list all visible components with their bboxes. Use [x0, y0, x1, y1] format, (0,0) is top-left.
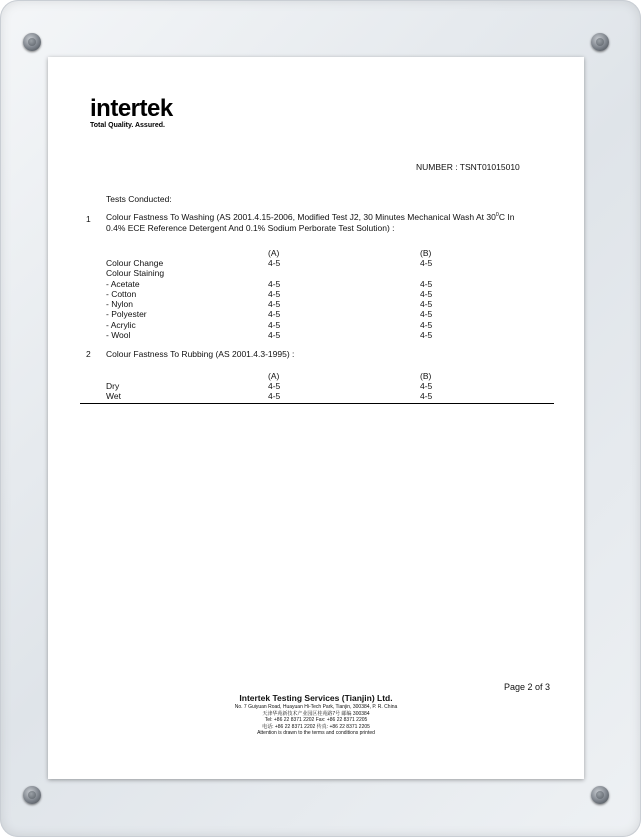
pin-bottom-right — [591, 786, 609, 804]
row-label: - Nylon — [106, 299, 133, 309]
row-value-a: 4-5 — [268, 289, 281, 299]
row-value-a: 4-5 — [268, 299, 281, 309]
section-2-col-a-header: (A) — [268, 371, 280, 381]
pin-bottom-left — [23, 786, 41, 804]
footer-address-cn: 天津华苑新技术产业园区桂苑路7号 邮编 300384 — [262, 710, 370, 717]
tests-conducted-heading: Tests Conducted: — [106, 194, 172, 204]
pin-top-right — [591, 33, 609, 51]
footer-phone-en: Tel: +86 22 8371 2202 Fax: +86 22 8371 2205 — [264, 717, 368, 723]
row-value-b: 4-5 — [420, 391, 433, 401]
document-page — [48, 57, 584, 779]
row-value-b: 4-5 — [420, 279, 433, 289]
intertek-logo — [90, 97, 173, 129]
footer-notice: Attention is drawn to the terms and conditions printed — [257, 730, 375, 736]
section-1-degree-superscript: 0 — [495, 212, 499, 219]
section-1-col-b-header: (B) — [420, 248, 432, 258]
row-label: - Acrylic — [106, 320, 136, 330]
section-1-title-line1-end: C In — [498, 212, 515, 222]
section-1-title — [106, 212, 558, 233]
row-label: - Cotton — [106, 289, 137, 299]
row-value-b: 4-5 — [420, 309, 433, 319]
row-value-b: 4-5 — [420, 289, 433, 299]
row-value-a: 4-5 — [268, 320, 281, 330]
section-1-number: 1 — [86, 214, 91, 224]
row-label: Colour Staining — [106, 268, 165, 278]
row-label: Dry — [106, 381, 120, 391]
row-label: - Polyester — [106, 309, 147, 319]
row-value-a: 4-5 — [268, 330, 281, 340]
row-value-a: 4-5 — [268, 258, 281, 268]
row-value-a: 4-5 — [268, 381, 281, 391]
section-2-title: Colour Fastness To Rubbing (AS 2001.4.3-1995) : — [106, 349, 295, 359]
section-2-number: 2 — [86, 349, 91, 359]
footer-company-name: Intertek Testing Services (Tianjin) Ltd. — [239, 693, 393, 703]
row-value-a: 4-5 — [268, 309, 281, 319]
row-label: - Wool — [106, 330, 131, 340]
row-value-b: 4-5 — [420, 258, 433, 268]
end-of-results-rule — [80, 403, 554, 404]
row-value-b: 4-5 — [420, 320, 433, 330]
row-value-a: 4-5 — [268, 279, 281, 289]
logo-tagline: Total Quality. Assured. — [90, 122, 165, 129]
pin-top-left — [23, 33, 41, 51]
report-number: NUMBER : TSNT01015010 — [416, 162, 520, 172]
row-label: - Acetate — [106, 279, 140, 289]
row-value-a: 4-5 — [268, 391, 281, 401]
footer — [48, 693, 584, 737]
row-label: Wet — [106, 391, 121, 401]
row-value-b: 4-5 — [420, 330, 433, 340]
row-value-b: 4-5 — [420, 381, 433, 391]
section-1-col-a-header: (A) — [268, 248, 280, 258]
row-label: Colour Change — [106, 258, 164, 268]
page-number: Page 2 of 3 — [504, 682, 551, 692]
section-1-title-line1: Colour Fastness To Washing (AS 2001.4.15-2006, Modified Test J2, 30 Minutes Mechanical Wash At 30 — [106, 212, 496, 222]
logo-wordmark: intertek — [90, 95, 173, 122]
footer-phone-cn: 电话: +86 22 8371 2202 传真: +86 22 8371 2205 — [262, 723, 370, 730]
footer-address-en: No. 7 Guiyuan Road, Huayuan Hi-Tech Park, Tianjin, 300384, P. R. China — [234, 704, 398, 710]
row-value-b: 4-5 — [420, 299, 433, 309]
section-1-title-line2: 0.4% ECE Reference Detergent And 0.1% Sodium Perborate Test Solution) : — [106, 222, 395, 233]
section-2-col-b-header: (B) — [420, 371, 432, 381]
